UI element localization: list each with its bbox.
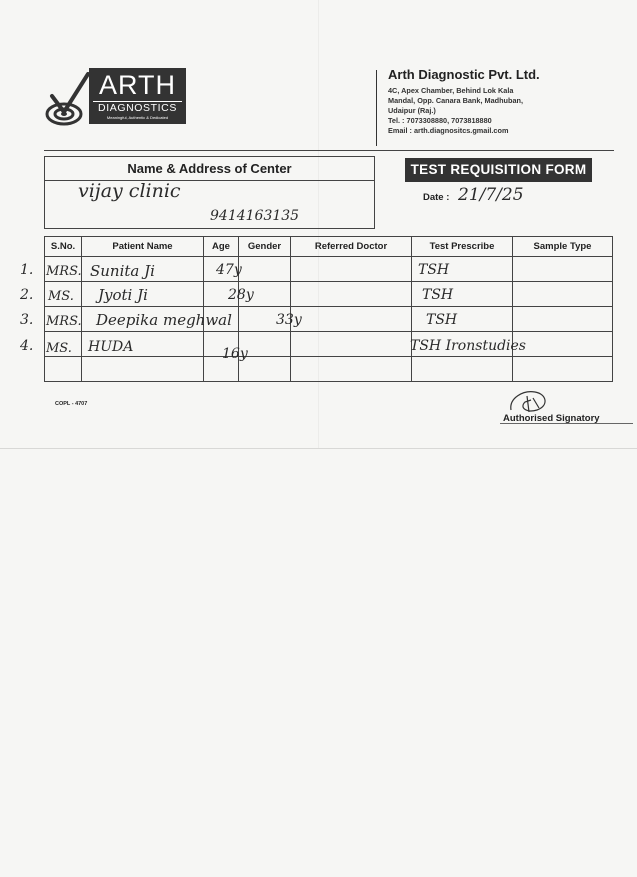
center-box-title: Name & Address of Center <box>45 157 374 181</box>
row3-sno: 3. <box>20 312 34 328</box>
row1-prefix: MRS. <box>46 264 82 279</box>
email-line: Email : arth.diagnositcs.gmail.com <box>388 126 509 135</box>
form-title: TEST REQUISITION FORM <box>405 158 592 182</box>
copl-code: COPL - 4707 <box>55 401 88 407</box>
row1-test: TSH <box>418 262 450 278</box>
row4-test: TSH Ironstudies <box>410 338 526 354</box>
col-referred-doctor-header: Referred Doctor <box>291 237 412 257</box>
row2-prefix: MS. <box>48 289 74 304</box>
col-patient-name-header: Patient Name <box>82 237 204 257</box>
row2-test: TSH <box>422 287 454 303</box>
header-rule <box>44 150 614 151</box>
row2-sno: 2. <box>20 287 34 303</box>
date-handwritten: 21/7/25 <box>458 185 524 205</box>
col-gender-header: Gender <box>239 237 291 257</box>
paper-fold-line <box>0 448 637 449</box>
row2-patient-name: Jyoti Ji <box>98 286 148 304</box>
phone-line: Tel. : 7073308880, 7073818880 <box>388 116 492 125</box>
date-label: Date : <box>423 192 450 203</box>
company-name: Arth Diagnostic Pvt. Ltd. <box>388 67 540 82</box>
brand-logo <box>89 68 186 124</box>
patient-table <box>44 236 613 382</box>
checkmark-target-logo-icon <box>44 72 90 126</box>
row1-age: 47y <box>216 262 242 278</box>
table-row <box>45 357 613 382</box>
row2-age: 28y <box>228 287 254 303</box>
row1-sno: 1. <box>20 262 34 278</box>
center-name-handwritten: vijay clinic <box>78 180 181 202</box>
authorised-signatory-label: Authorised Signatory <box>503 413 600 424</box>
row3-prefix: MRS. <box>46 314 82 329</box>
row4-sno: 4. <box>20 338 34 354</box>
col-age-header: Age <box>204 237 239 257</box>
row4-patient-name: HUDA <box>88 339 134 355</box>
col-test-prescribe-header: Test Prescribe <box>412 237 513 257</box>
col-sample-type-header: Sample Type <box>513 237 613 257</box>
row3-patient-name: Deepika meghwal <box>96 311 232 329</box>
row4-prefix: MS. <box>46 341 72 356</box>
col-sno-header: S.No. <box>45 237 82 257</box>
row3-test: TSH <box>426 312 458 328</box>
logo-arth-text: ARTH <box>98 70 176 100</box>
logo-tagline: Meaningful, Authentic & Dedicated <box>106 115 169 120</box>
center-phone-handwritten: 9414163135 <box>210 208 300 224</box>
row4-age: 16y <box>222 346 248 362</box>
row3-age: 33y <box>276 312 302 328</box>
address-line-2: Mandal, Opp. Canara Bank, Madhuban, <box>388 96 524 105</box>
table-header-row <box>45 237 613 257</box>
address-line-3: Udaipur (Raj.) <box>388 106 436 115</box>
logo-diagnostics-text: DIAGNOSTICS <box>98 102 177 114</box>
address-line-1: 4C, Apex Chamber, Behind Lok Kala <box>388 86 514 95</box>
header-vertical-divider <box>376 70 377 146</box>
row1-patient-name: Sunita Ji <box>90 262 155 280</box>
